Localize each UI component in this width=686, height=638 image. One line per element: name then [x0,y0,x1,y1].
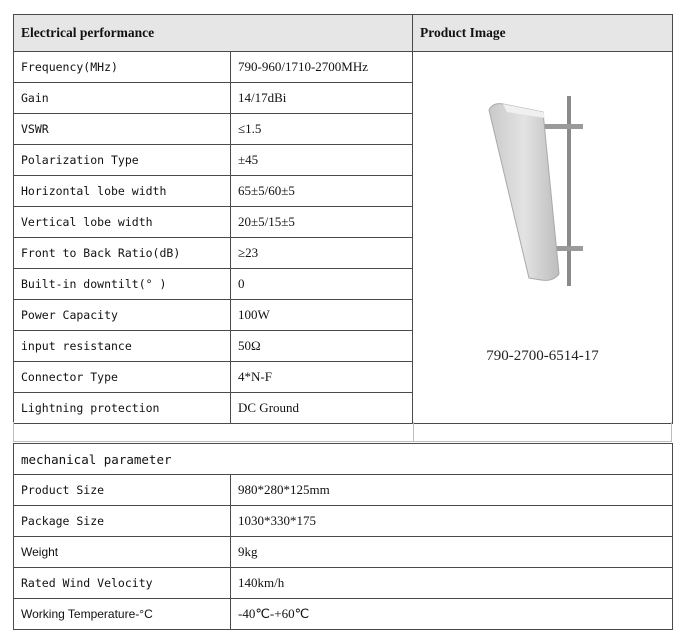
row-label: Power Capacity [14,300,231,331]
product-image-cell [413,52,673,424]
row-label: Weight [14,537,231,568]
row-label: Package Size [14,506,231,537]
product-image-header: Product Image [413,15,673,52]
row-value: ≤1.5 [231,114,413,145]
row-label: Polarization Type [14,145,231,176]
mechanical-parameter-header: mechanical parameter [14,444,673,475]
row-value: 790-960/1710-2700MHz [231,52,413,83]
antenna-image [483,96,603,296]
row-label: Front to Back Ratio(dB) [14,238,231,269]
row-value: 14/17dBi [231,83,413,114]
row-value: 9kg [231,537,673,568]
electrical-performance-header: Electrical performance [14,15,413,52]
row-label: Horizontal lobe width [14,176,231,207]
row-label: input resistance [14,331,231,362]
row-value: -40℃-+60℃ [231,599,673,630]
section-spacer [13,422,672,442]
product-caption: 790-2700-6514-17 [486,348,599,364]
row-value: 1030*330*175 [231,506,673,537]
row-label: Rated Wind Velocity [14,568,231,599]
row-value: 20±5/15±5 [231,207,413,238]
row-value: DC Ground [231,393,413,424]
row-value: 0 [231,269,413,300]
row-value: ±45 [231,145,413,176]
row-value: 100W [231,300,413,331]
row-value: 980*280*125mm [231,475,673,506]
electrical-performance-table [13,14,673,424]
row-label: Connector Type [14,362,231,393]
row-label: Gain [14,83,231,114]
row-label: Working Temperature-°C [14,599,231,630]
row-value: 140km/h [231,568,673,599]
mechanical-parameter-table [13,443,673,630]
row-label: VSWR [14,114,231,145]
row-value: 4*N-F [231,362,413,393]
row-value: 65±5/60±5 [231,176,413,207]
row-value: 50Ω [231,331,413,362]
row-label: Product Size [14,475,231,506]
row-label: Vertical lobe width [14,207,231,238]
row-label: Frequency(MHz) [14,52,231,83]
row-label: Built-in downtilt(° ) [14,269,231,300]
row-label: Lightning protection [14,393,231,424]
row-value: ≥23 [231,238,413,269]
